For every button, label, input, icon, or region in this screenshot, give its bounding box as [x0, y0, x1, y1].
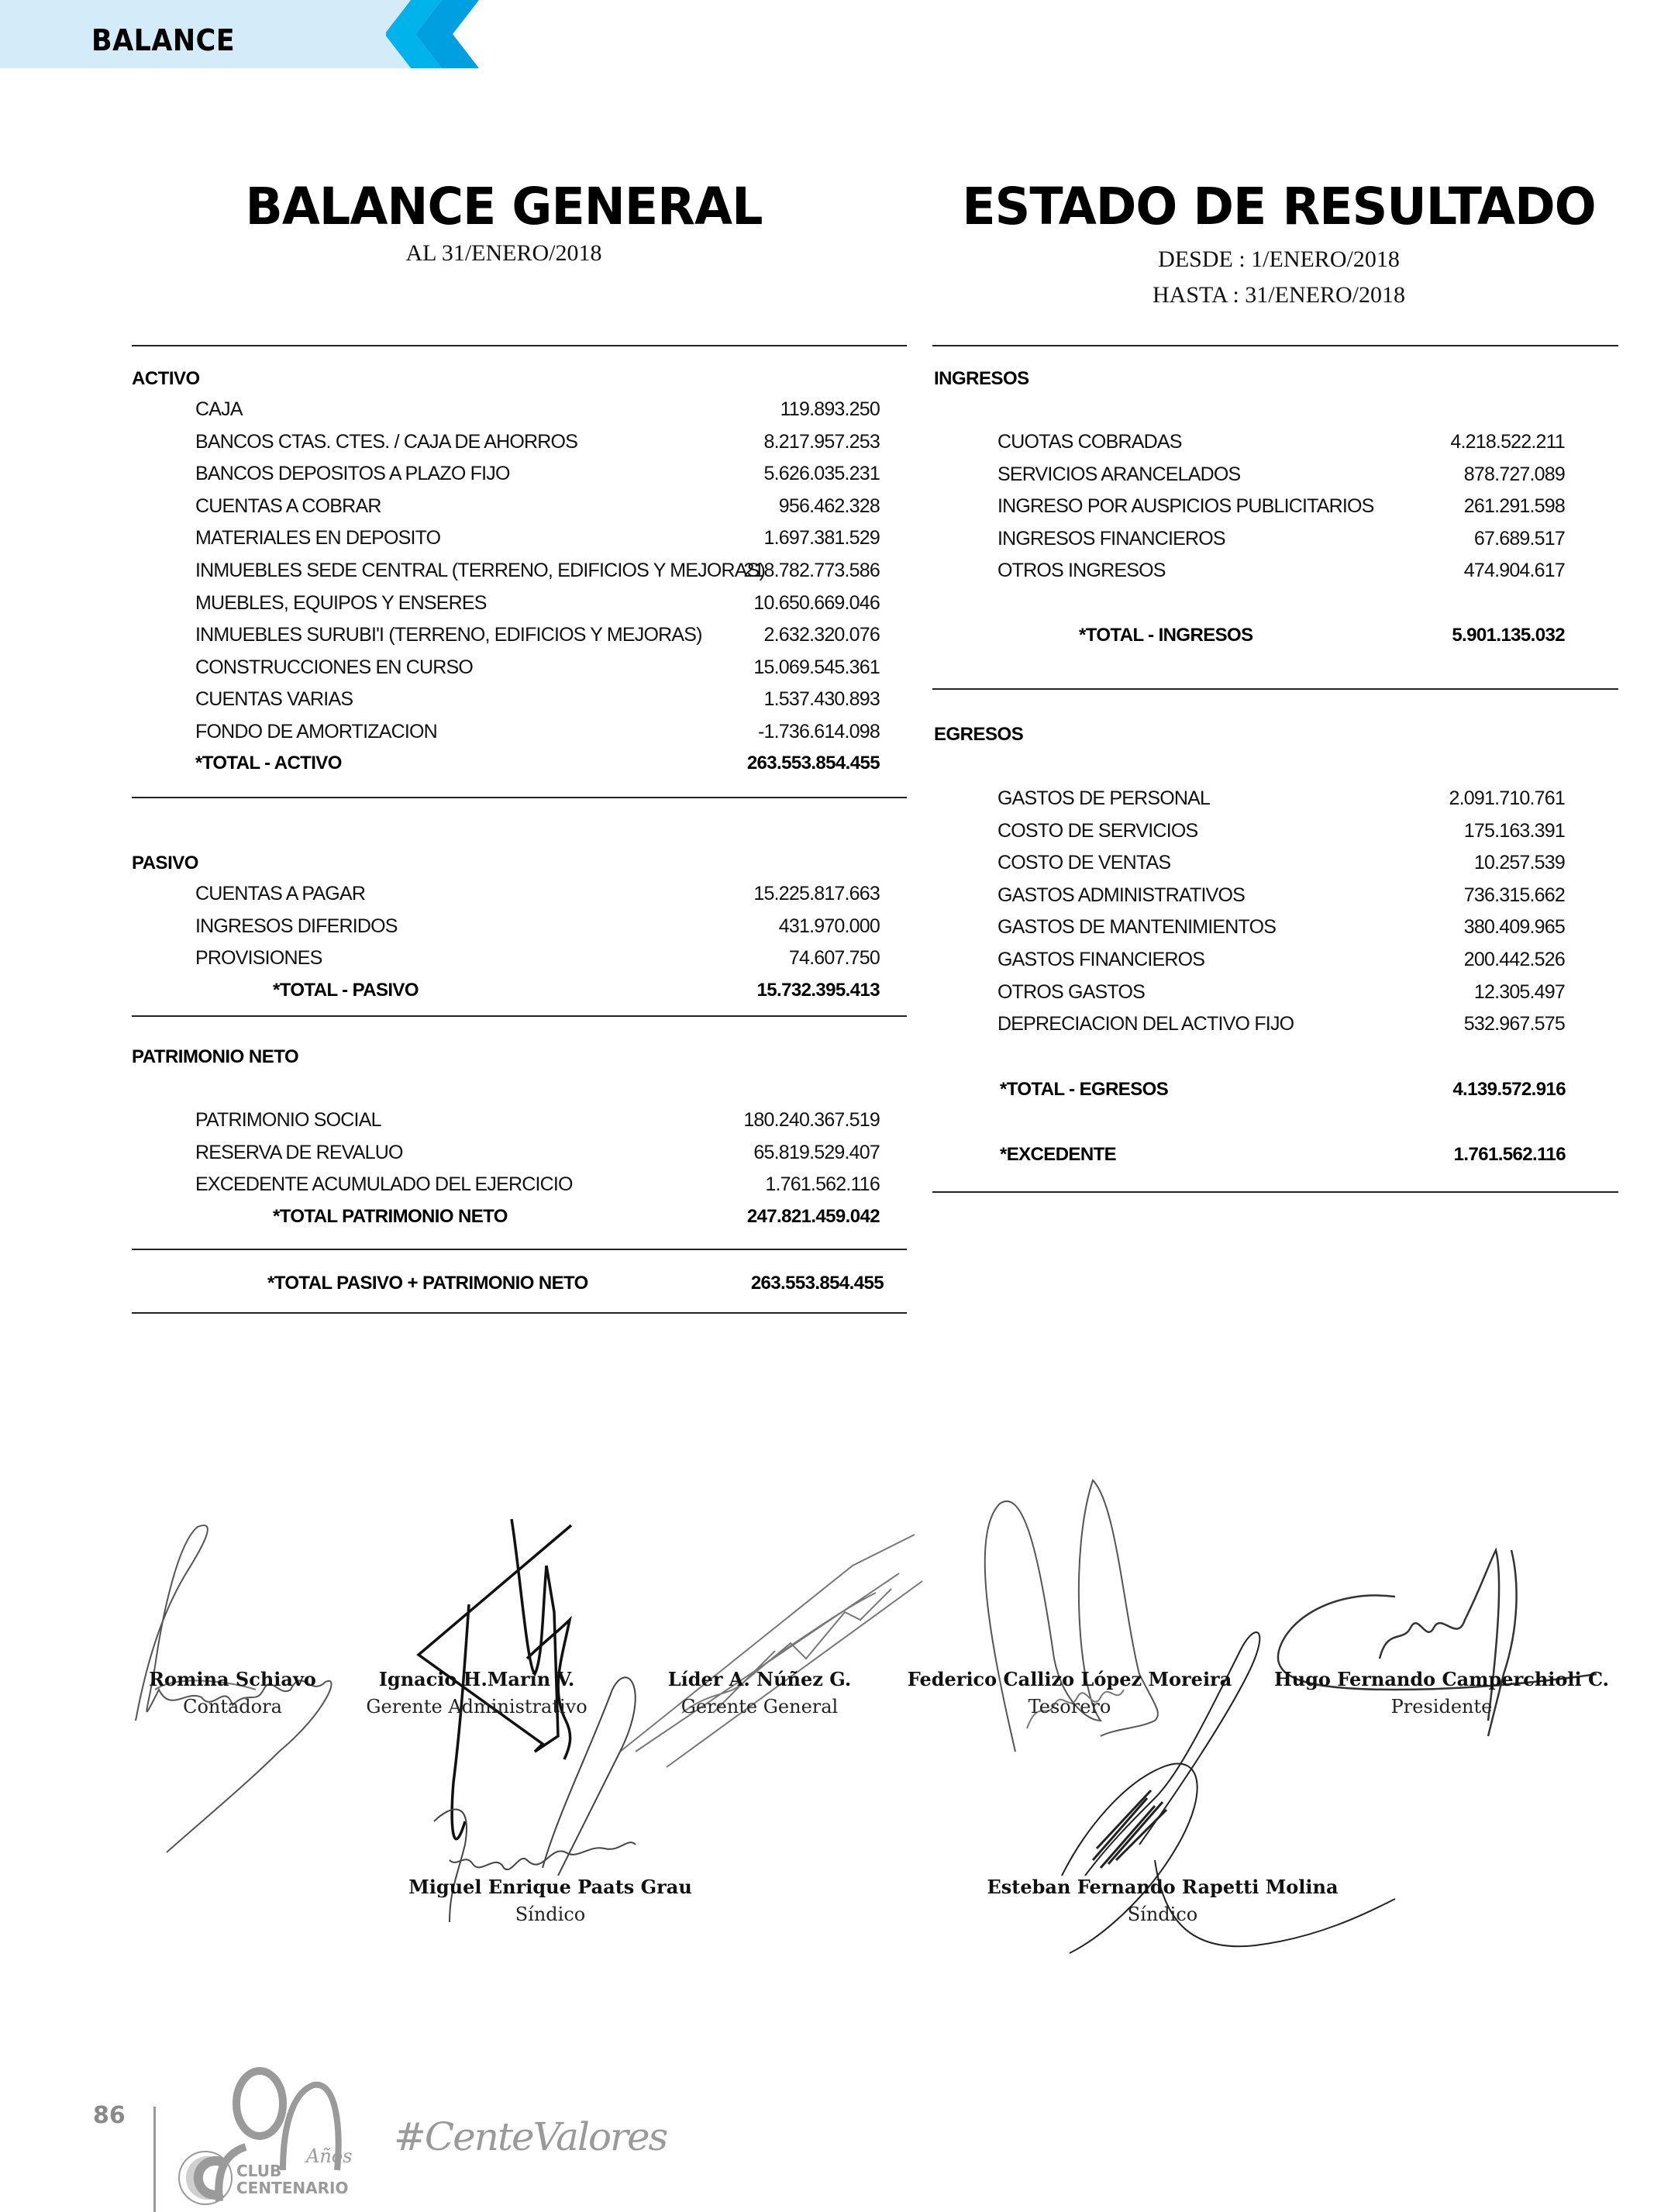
ledger-row: [997, 852, 1565, 875]
signatory-role: Tesorero: [1028, 1696, 1111, 1718]
ledger-value: 431.970.000: [778, 915, 880, 937]
ledger-label: DEPRECIACION DEL ACTIVO FIJO: [997, 1013, 1294, 1035]
ledger-value: 8.217.957.253: [763, 430, 880, 453]
divider: [932, 688, 1618, 690]
excedente-label: *EXCEDENTE: [1000, 1144, 1117, 1165]
ledger-total-row: [273, 980, 880, 1003]
ledger-row: [997, 431, 1565, 454]
ledger-row: [997, 884, 1565, 908]
ledger-total-row: [195, 753, 880, 776]
signatory-name: Ignacio H.Marín V.: [378, 1668, 575, 1690]
signatory-role: Gerente Administrativo: [366, 1696, 587, 1718]
divider: [132, 1249, 907, 1250]
ledger-value: 474.904.617: [1463, 560, 1565, 582]
ledger-total-row: [273, 1206, 880, 1229]
ledger-row: [997, 463, 1565, 487]
ledger-row: [997, 949, 1565, 972]
ledger-label: COSTO DE SERVICIOS: [997, 819, 1198, 842]
ledger-value: 65.819.529.407: [753, 1141, 880, 1163]
signatory-role: Gerente General: [681, 1696, 839, 1718]
estado-resultado-desde: DESDE : 1/ENERO/2018: [1158, 246, 1400, 272]
ledger-row: [195, 527, 880, 550]
ledger-value: -1.736.614.098: [757, 721, 880, 743]
logo-club-text: CLUB: [236, 2162, 282, 2180]
ledger-value: 119.893.250: [780, 398, 880, 420]
ledger-total-label: *TOTAL - ACTIVO: [195, 753, 342, 774]
ledger-row: [997, 916, 1565, 939]
ledger-total-row: [1079, 625, 1565, 648]
ledger-value: 261.291.598: [1463, 495, 1565, 518]
ledger-label: GASTOS DE MANTENIMIENTOS: [997, 916, 1277, 939]
estado-resultado-hasta: HASTA : 31/ENERO/2018: [1153, 282, 1405, 308]
page-number: 86: [93, 2102, 126, 2129]
ledger-label: CONSTRUCCIONES EN CURSO: [195, 656, 474, 678]
ledger-label: SERVICIOS ARANCELADOS: [997, 463, 1241, 485]
ledger-row: [997, 820, 1565, 843]
grand-total-label: *TOTAL PASIVO + PATRIMONIO NETO: [267, 1273, 588, 1294]
ledger-value: 956.462.328: [778, 494, 880, 517]
ledger-label: EXCEDENTE ACUMULADO DEL EJERCICIO: [195, 1173, 573, 1196]
ledger-label: BANCOS CTAS. CTES. / CAJA DE AHORROS: [195, 430, 578, 453]
section-heading-egresos: EGRESOS: [934, 724, 1024, 745]
signatory-role: Presidente: [1390, 1696, 1493, 1718]
ledger-label: PROVISIONES: [195, 947, 322, 970]
section-heading-activo: ACTIVO: [132, 368, 200, 389]
ledger-row: [195, 947, 880, 970]
ledger-row: [195, 463, 880, 486]
ledger-row: [195, 915, 880, 939]
ledger-value: 736.315.662: [1463, 884, 1565, 906]
ledger-value: 10.650.669.046: [753, 591, 880, 614]
ledger-row: [997, 560, 1565, 583]
ledger-label: GASTOS ADMINISTRATIVOS: [997, 884, 1246, 906]
ledger-label: OTROS GASTOS: [997, 980, 1145, 1003]
ledger-row: [195, 1142, 880, 1165]
ledger-label: RESERVA DE REVALUO: [195, 1141, 403, 1163]
ledger-label: GASTOS DE PERSONAL: [997, 787, 1211, 809]
section-heading-pasivo: PASIVO: [132, 853, 198, 873]
ledger-row: [997, 981, 1565, 1004]
ledger-row: [997, 787, 1565, 811]
signatory-name: Esteban Fernando Rapetti Molina: [987, 1876, 1339, 1898]
ledger-label: INGRESO POR AUSPICIOS PUBLICITARIOS: [997, 495, 1374, 518]
ledger-label: CUOTAS COBRADAS: [997, 431, 1182, 453]
ledger-row: [195, 656, 880, 680]
ledger-row: [997, 528, 1565, 551]
section-heading-ingresos: INGRESOS: [934, 368, 1029, 389]
estado-resultado-title: ESTADO DE RESULTADO: [962, 177, 1596, 236]
ledger-label: CUENTAS VARIAS: [195, 688, 353, 711]
ledger-label: BANCOS DEPOSITOS A PLAZO FIJO: [195, 463, 510, 485]
ledger-label: INMUEBLES SEDE CENTRAL (TERRENO, EDIFICIOS Y MEJORAS): [195, 560, 766, 581]
signatory-name: Romina Schiavo: [149, 1668, 316, 1690]
ledger-value: 878.727.089: [1463, 463, 1565, 485]
ledger-row: [997, 1013, 1565, 1036]
ledger-row: [195, 688, 880, 711]
ledger-row: [997, 495, 1565, 519]
section-heading-patrimonio: PATRIMONIO NETO: [132, 1046, 299, 1067]
ledger-value: 4.218.522.211: [1450, 431, 1565, 453]
signatory-role: Síndico: [1127, 1904, 1198, 1925]
ledger-label: CUENTAS A COBRAR: [195, 494, 381, 517]
divider: [932, 1191, 1618, 1193]
ledger-value: 2.091.710.761: [1449, 787, 1565, 809]
chevron-decoration-icon: [380, 0, 504, 68]
ledger-row: [195, 560, 880, 583]
divider: [932, 345, 1618, 346]
grand-total-value: 263.553.854.455: [750, 1273, 884, 1294]
hashtag-centevalores: #CenteValores: [394, 2114, 667, 2159]
signatory-name: Hugo Fernando Camperchioli C.: [1273, 1668, 1610, 1690]
ledger-label: GASTOS FINANCIEROS: [997, 949, 1205, 970]
ledger-total-label: *TOTAL - PASIVO: [273, 980, 419, 1001]
ledger-label: COSTO DE VENTAS: [997, 852, 1171, 874]
ledger-value: 15.069.545.361: [753, 656, 880, 678]
divider: [132, 797, 907, 798]
signatory-name: Federico Callizo López Moreira: [907, 1668, 1232, 1690]
divider: [132, 1312, 907, 1314]
ledger-row: [195, 431, 880, 454]
ledger-label: CUENTAS A PAGAR: [195, 883, 366, 904]
ledger-value: 1.537.430.893: [763, 688, 880, 711]
ledger-value: 532.967.575: [1463, 1013, 1565, 1035]
divider: [132, 1015, 907, 1017]
ledger-value: 12.305.497: [1473, 980, 1565, 1003]
ledger-row: [195, 398, 880, 422]
ledger-value: 1.761.562.116: [765, 1173, 880, 1196]
total-egresos-label: *TOTAL - EGRESOS: [1000, 1079, 1169, 1100]
balance-general-title: BALANCE GENERAL: [245, 177, 763, 236]
ledger-row: [195, 721, 880, 744]
ledger-value: 10.257.539: [1473, 852, 1565, 874]
ledger-value: 200.442.526: [1463, 949, 1565, 970]
footer-divider: [153, 2107, 156, 2212]
ledger-label: CAJA: [195, 398, 243, 420]
ledger-total-label: *TOTAL - INGRESOS: [1079, 625, 1253, 646]
ledger-total-value: 263.553.854.455: [746, 753, 880, 774]
ledger-value: 1.697.381.529: [763, 527, 880, 550]
ledger-label: INGRESOS FINANCIEROS: [997, 527, 1225, 550]
ledger-value: 218.782.773.586: [743, 560, 880, 581]
ledger-row: [195, 1109, 880, 1132]
grand-total-row: [267, 1273, 884, 1296]
signatory-role: Contadora: [183, 1696, 282, 1718]
total-egresos-row: [1000, 1079, 1566, 1102]
ledger-total-value: 5.901.135.032: [1452, 625, 1565, 646]
ledger-value: 74.607.750: [788, 947, 880, 970]
divider: [132, 345, 907, 346]
ledger-label: MUEBLES, EQUIPOS Y ENSERES: [195, 591, 487, 614]
signatory-name: Miguel Enrique Paats Grau: [408, 1876, 692, 1898]
signatory-role: Síndico: [515, 1904, 586, 1925]
excedente-row: [1000, 1144, 1566, 1167]
ledger-total-value: 15.732.395.413: [756, 980, 880, 1001]
ledger-value: 2.632.320.076: [763, 624, 880, 646]
section-label: BALANCE: [91, 23, 236, 57]
ledger-total-value: 247.821.459.042: [746, 1206, 880, 1227]
ledger-label: FONDO DE AMORTIZACION: [195, 721, 437, 743]
signatory-name: Líder A. Núñez G.: [667, 1668, 852, 1690]
ledger-label: MATERIALES EN DEPOSITO: [195, 527, 441, 550]
ledger-label: PATRIMONIO SOCIAL: [195, 1109, 381, 1131]
ledger-label: OTROS INGRESOS: [997, 560, 1166, 582]
total-egresos-value: 4.139.572.916: [1452, 1079, 1566, 1100]
ledger-row: [195, 883, 880, 906]
ledger-row: [195, 495, 880, 519]
ledger-value: 67.689.517: [1473, 527, 1565, 550]
ledger-label: INMUEBLES SURUBI'I (TERRENO, EDIFICIOS Y MEJORAS): [195, 624, 702, 646]
ledger-total-label: *TOTAL PATRIMONIO NETO: [273, 1206, 508, 1227]
ledger-value: 180.240.367.519: [743, 1109, 880, 1131]
ledger-row: [195, 1173, 880, 1197]
club-centenario-80-anos-logo: [174, 2062, 376, 2209]
ledger-value: 175.163.391: [1463, 819, 1565, 842]
ledger-value: 5.626.035.231: [763, 463, 880, 485]
ledger-value: 380.409.965: [1463, 916, 1565, 939]
balance-general-date: AL 31/ENERO/2018: [405, 240, 602, 266]
ledger-row: [195, 592, 880, 615]
ledger-label: INGRESOS DIFERIDOS: [195, 915, 398, 937]
ledger-value: 15.225.817.663: [753, 883, 880, 904]
logo-centenario-text: CENTENARIO: [236, 2179, 349, 2197]
excedente-value: 1.761.562.116: [1453, 1144, 1566, 1165]
ledger-row: [195, 624, 880, 647]
logo-anos-text: Años: [306, 2145, 353, 2167]
